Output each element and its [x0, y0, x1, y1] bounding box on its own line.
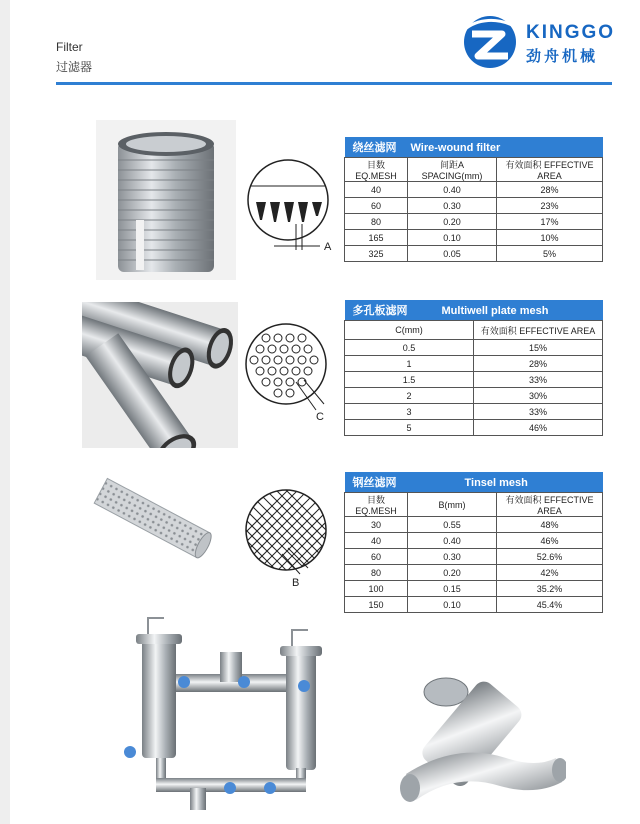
table-cell: 325 — [345, 246, 408, 262]
column-header: 有效面积 EFFECTIVE AREA — [497, 158, 603, 182]
table-cell: 0.20 — [408, 565, 497, 581]
y-strainer-photo — [396, 662, 566, 818]
table-row — [345, 246, 603, 262]
table-row — [345, 182, 603, 198]
table-cell: 17% — [497, 214, 603, 230]
page-title-en: Filter — [56, 40, 83, 54]
table-row — [345, 356, 603, 372]
table-cell: 0.20 — [408, 214, 497, 230]
brand-name-cn: 劲舟机械 — [526, 48, 599, 65]
wire-wound-table-title: 绕丝滤网 Wire-wound filter — [345, 137, 603, 158]
tinsel-diagram-label: B — [292, 577, 300, 589]
table-cell: 0.05 — [408, 246, 497, 262]
table-row — [345, 533, 603, 549]
table-cell: 1 — [345, 356, 474, 372]
table-cell: 23% — [497, 198, 603, 214]
table-cell: 80 — [345, 214, 408, 230]
table-row — [345, 214, 603, 230]
table-cell: 0.10 — [408, 597, 497, 613]
table-cell: 2 — [345, 388, 474, 404]
multiwell-table-title: 多孔板滤网 Multiwell plate mesh — [345, 300, 603, 321]
table-cell: 100 — [345, 581, 408, 597]
table-cell: 28% — [474, 356, 603, 372]
duplex-filter-photo — [120, 612, 340, 818]
table-cell: 0.30 — [408, 198, 497, 214]
table-cell: 60 — [345, 198, 408, 214]
page-title-cn: 过滤器 — [56, 60, 93, 74]
page-edge — [0, 0, 10, 824]
table-row — [345, 597, 603, 613]
table-cell: 1.5 — [345, 372, 474, 388]
wire-diagram-label: A — [324, 241, 332, 253]
table-cell: 3 — [345, 404, 474, 420]
table-row — [345, 420, 603, 436]
multiwell-plate-photo — [82, 302, 238, 448]
tinsel-table — [344, 472, 603, 613]
table-cell: 28% — [497, 182, 603, 198]
column-header: 间距A SPACING(mm) — [408, 158, 497, 182]
tinsel-mesh-photo — [92, 470, 212, 566]
table-cell: 10% — [497, 230, 603, 246]
wire-wound-filter-photo — [96, 120, 236, 280]
table-row — [345, 565, 603, 581]
multiwell-diagram-label: C — [316, 411, 324, 423]
table-cell: 0.30 — [408, 549, 497, 565]
column-header: 目数 EQ.MESH — [345, 493, 408, 517]
wire-wound-table — [344, 137, 603, 262]
table-cell: 5 — [345, 420, 474, 436]
table-row — [345, 230, 603, 246]
header-rule — [56, 82, 612, 85]
table-row — [345, 404, 603, 420]
table-cell: 45.4% — [497, 597, 603, 613]
table-cell: 0.40 — [408, 533, 497, 549]
table-row — [345, 517, 603, 533]
column-header: B(mm) — [408, 493, 497, 517]
table-cell: 42% — [497, 565, 603, 581]
table-cell: 30 — [345, 517, 408, 533]
table-cell: 48% — [497, 517, 603, 533]
table-cell: 33% — [474, 404, 603, 420]
tinsel-diagram — [242, 486, 342, 590]
brand-name-en: KINGGO — [526, 22, 616, 43]
table-cell: 0.10 — [408, 230, 497, 246]
table-cell: 40 — [345, 182, 408, 198]
table-cell: 15% — [474, 340, 603, 356]
table-row — [345, 198, 603, 214]
table-cell: 46% — [497, 533, 603, 549]
table-cell: 165 — [345, 230, 408, 246]
table-cell: 46% — [474, 420, 603, 436]
table-cell: 5% — [497, 246, 603, 262]
table-cell: 80 — [345, 565, 408, 581]
table-cell: 60 — [345, 549, 408, 565]
table-row — [345, 340, 603, 356]
table-row — [345, 388, 603, 404]
table-cell: 30% — [474, 388, 603, 404]
table-row — [345, 581, 603, 597]
table-row — [345, 549, 603, 565]
column-header: 目数 EQ.MESH — [345, 158, 408, 182]
tinsel-table-title: 钢丝滤网 Tinsel mesh — [345, 472, 603, 493]
wire-wound-diagram — [244, 156, 344, 256]
table-cell: 0.55 — [408, 517, 497, 533]
column-header: C(mm) — [345, 321, 474, 340]
table-cell: 0.5 — [345, 340, 474, 356]
table-cell: 0.40 — [408, 182, 497, 198]
multiwell-table — [344, 300, 603, 436]
table-cell: 35.2% — [497, 581, 603, 597]
table-cell: 52.6% — [497, 549, 603, 565]
table-row — [345, 372, 603, 388]
kinggo-logo-icon — [458, 12, 526, 72]
table-cell: 40 — [345, 533, 408, 549]
multiwell-diagram — [242, 320, 342, 424]
table-cell: 150 — [345, 597, 408, 613]
column-header: 有效面积 EFFECTIVE AREA — [474, 321, 603, 340]
table-cell: 33% — [474, 372, 603, 388]
table-cell: 0.15 — [408, 581, 497, 597]
column-header: 有效面积 EFFECTIVE AREA — [497, 493, 603, 517]
